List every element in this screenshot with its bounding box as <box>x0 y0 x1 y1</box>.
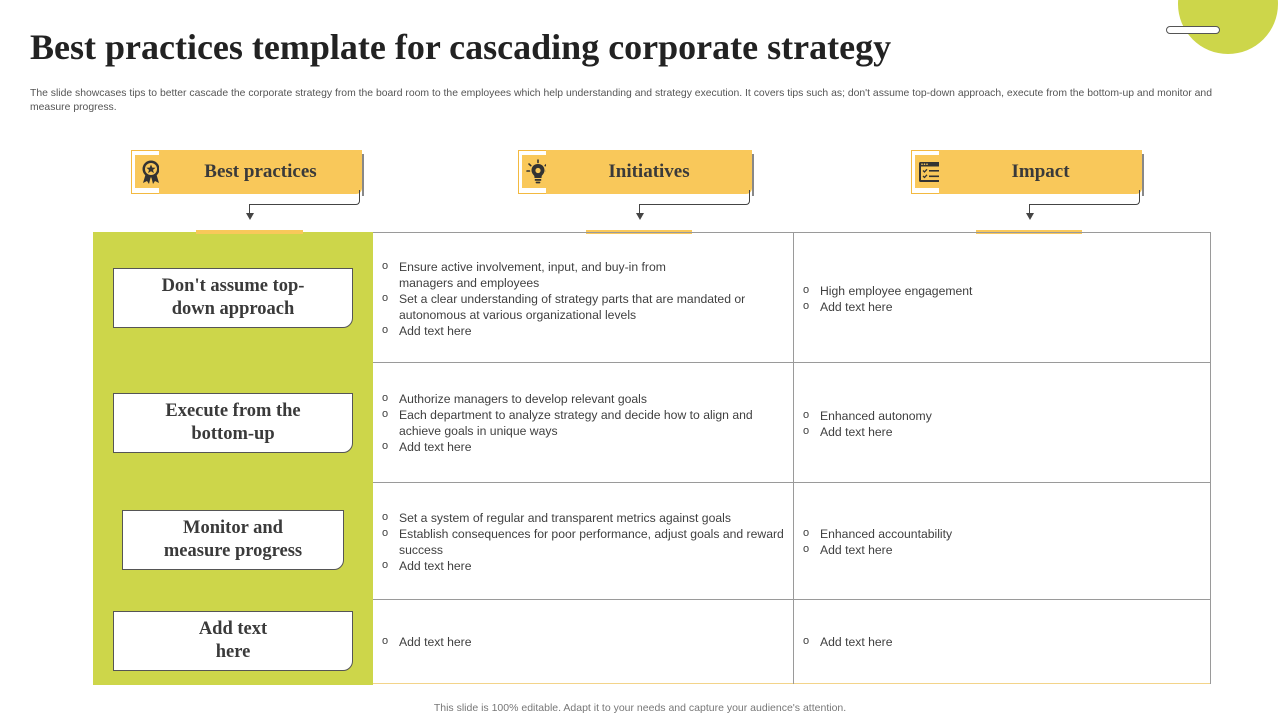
list-item: o Add text here <box>380 634 786 650</box>
arrow-down-icon <box>636 213 644 220</box>
grid-line <box>373 482 1211 483</box>
arrow-down-icon <box>246 213 254 220</box>
grid-line <box>793 232 794 684</box>
list-item: o Ensure active involvement, input, and buy-in from managers and employees <box>380 259 786 291</box>
initiatives-cell <box>380 634 786 650</box>
list-item: o Authorize managers to develop relevant goals <box>380 391 786 407</box>
arrow-down-icon <box>1026 213 1034 220</box>
list-item: o Add text here <box>801 299 1201 315</box>
practice-box <box>113 611 353 671</box>
list-item: o High employee engagement <box>801 283 1201 299</box>
page-subtitle: The slide showcases tips to better cascade the corporate strategy from the board room to the employees which help understanding and strategy execution. It covers tips such as; don't assume top-down approach, execute from the bottom-up and monitor and measure progress. <box>30 88 1212 113</box>
list-item: o Add text here <box>380 558 786 574</box>
practice-label: Add text here <box>198 619 268 662</box>
practice-label: Don't assume top-down approach <box>161 276 305 319</box>
list-item: o Add text here <box>801 634 1201 650</box>
practice-box <box>113 393 353 453</box>
page-title: Best practices template for cascading corporate strategy <box>30 27 892 67</box>
practice-box <box>113 268 353 328</box>
grid-line <box>373 232 1211 233</box>
header-label: Initiatives <box>546 150 752 194</box>
list-item: o Add text here <box>801 542 1201 558</box>
practice-label: Monitor and measure progress <box>163 518 303 561</box>
impact-cell <box>801 526 1201 558</box>
header-impact <box>911 150 1142 194</box>
impact-cell <box>801 408 1201 440</box>
grid-line <box>373 362 1211 363</box>
list-item: o Add text here <box>380 439 786 455</box>
grid-line <box>1210 232 1211 684</box>
grid-line <box>373 599 1211 600</box>
header-label: Best practices <box>159 150 362 194</box>
list-item: o Enhanced accountability <box>801 526 1201 542</box>
list-item: o Each department to analyze strategy and decide how to align and achieve goals in unique ways <box>380 407 786 439</box>
list-item: o Add text here <box>380 323 786 339</box>
list-item: o Establish consequences for poor performance, adjust goals and reward success <box>380 526 786 558</box>
header-connector <box>639 190 750 205</box>
list-item: o Enhanced autonomy <box>801 408 1201 424</box>
header-connector <box>1029 190 1140 205</box>
column-tab <box>196 230 303 234</box>
list-item: o Set a system of regular and transparent metrics against goals <box>380 510 786 526</box>
decorative-pill <box>1166 26 1220 34</box>
impact-cell <box>801 283 1201 315</box>
initiatives-cell <box>380 510 786 574</box>
practice-box <box>122 510 344 570</box>
header-connector <box>249 190 360 205</box>
grid-line <box>373 683 1211 684</box>
practice-label: Execute from the bottom-up <box>165 401 301 444</box>
initiatives-cell <box>380 259 786 339</box>
impact-cell <box>801 634 1201 650</box>
header-best-practices <box>131 150 362 194</box>
footer-note: This slide is 100% editable. Adapt it to your needs and capture your audience's attention. <box>433 702 847 714</box>
list-item: o Add text here <box>801 424 1201 440</box>
initiatives-cell <box>380 391 786 455</box>
header-label: Impact <box>939 150 1142 194</box>
list-item: o Set a clear understanding of strategy parts that are mandated or autonomous at various organizational levels <box>380 291 786 323</box>
header-initiatives <box>518 150 752 194</box>
